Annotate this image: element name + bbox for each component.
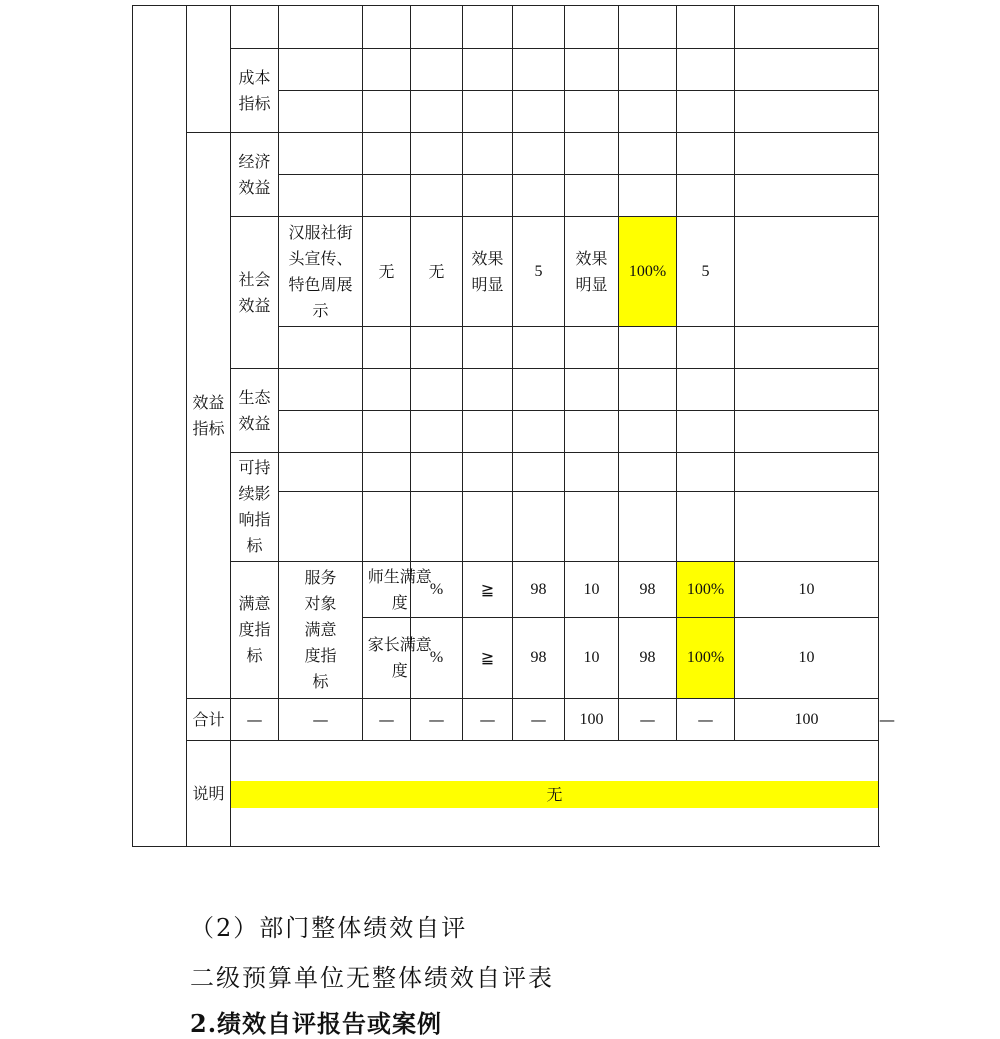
actual-cell: 98 — [619, 618, 677, 699]
total-row: 合计 — — — — — — 100 — — 100 — — [133, 699, 879, 741]
score-cell: 10 — [735, 618, 879, 699]
dash: — — [231, 699, 279, 741]
target-cell: 效果明显 — [463, 217, 513, 327]
operator-cell: ≧ — [463, 618, 513, 699]
total-score: 100 — [735, 699, 879, 741]
dash: — — [279, 699, 363, 741]
sub-indicator-cell — [231, 6, 279, 49]
completion-rate-cell: 100% — [677, 618, 735, 699]
dash: — — [363, 699, 411, 741]
first-level-cell — [133, 6, 187, 847]
completion-rate-cell: 100% — [677, 562, 735, 618]
dash: — — [619, 699, 677, 741]
section-heading: （2）部门整体绩效自评 — [190, 914, 468, 942]
note-label: 说明 — [187, 741, 231, 847]
section-title-bold: 2.绩效自评报告或案例 — [190, 1009, 443, 1038]
dash: — — [463, 699, 513, 741]
sustainable-impact-label: 可持续影响指标 — [231, 453, 279, 562]
note-value: 无 — [231, 781, 878, 808]
target-cell: 98 — [513, 562, 565, 618]
indicator-name: 师生满意度 — [363, 562, 411, 618]
social-benefit-label: 社会效益 — [231, 217, 279, 369]
completion-rate-cell: 100% — [619, 217, 677, 327]
actual-cell: 效果明显 — [565, 217, 619, 327]
unit-cell: % — [411, 562, 463, 618]
total-label: 合计 — [187, 699, 231, 741]
dash: — — [677, 699, 735, 741]
weight-cell: 5 — [513, 217, 565, 327]
score-cell: 5 — [677, 217, 735, 327]
benefit-indicator-label: 效益指标 — [187, 133, 231, 699]
table-row — [133, 562, 879, 618]
note-value-cell — [231, 741, 879, 847]
note-row — [133, 741, 879, 847]
output-indicator-cell — [187, 6, 231, 133]
indicator-name: 汉服社街头宣传、特色周展示 — [279, 217, 363, 327]
cost-indicator-label: 成本指标 — [231, 49, 279, 133]
target-cell: 98 — [513, 618, 565, 699]
remark-cell — [735, 217, 879, 327]
unit-cell: 无 — [363, 217, 411, 327]
ecological-benefit-label: 生态效益 — [231, 369, 279, 453]
economic-benefit-label: 经济效益 — [231, 133, 279, 217]
performance-table — [132, 5, 895, 847]
social-benefit-row — [133, 217, 879, 327]
operator-cell: 无 — [411, 217, 463, 327]
score-cell: 10 — [735, 562, 879, 618]
dash: — — [411, 699, 463, 741]
operator-cell: ≧ — [463, 562, 513, 618]
service-satisfaction-label: 服务对象满意度指标 — [279, 562, 363, 699]
dash: — — [513, 699, 565, 741]
indicator-name: 家长满意度 — [363, 618, 411, 699]
total-weight: 100 — [565, 699, 619, 741]
body-text: 二级预算单位无整体绩效自评表 — [190, 964, 554, 992]
weight-cell: 10 — [565, 562, 619, 618]
actual-cell: 98 — [619, 562, 677, 618]
satisfaction-indicator-label: 满意度指标 — [231, 562, 279, 699]
unit-cell: % — [411, 618, 463, 699]
weight-cell: 10 — [565, 618, 619, 699]
